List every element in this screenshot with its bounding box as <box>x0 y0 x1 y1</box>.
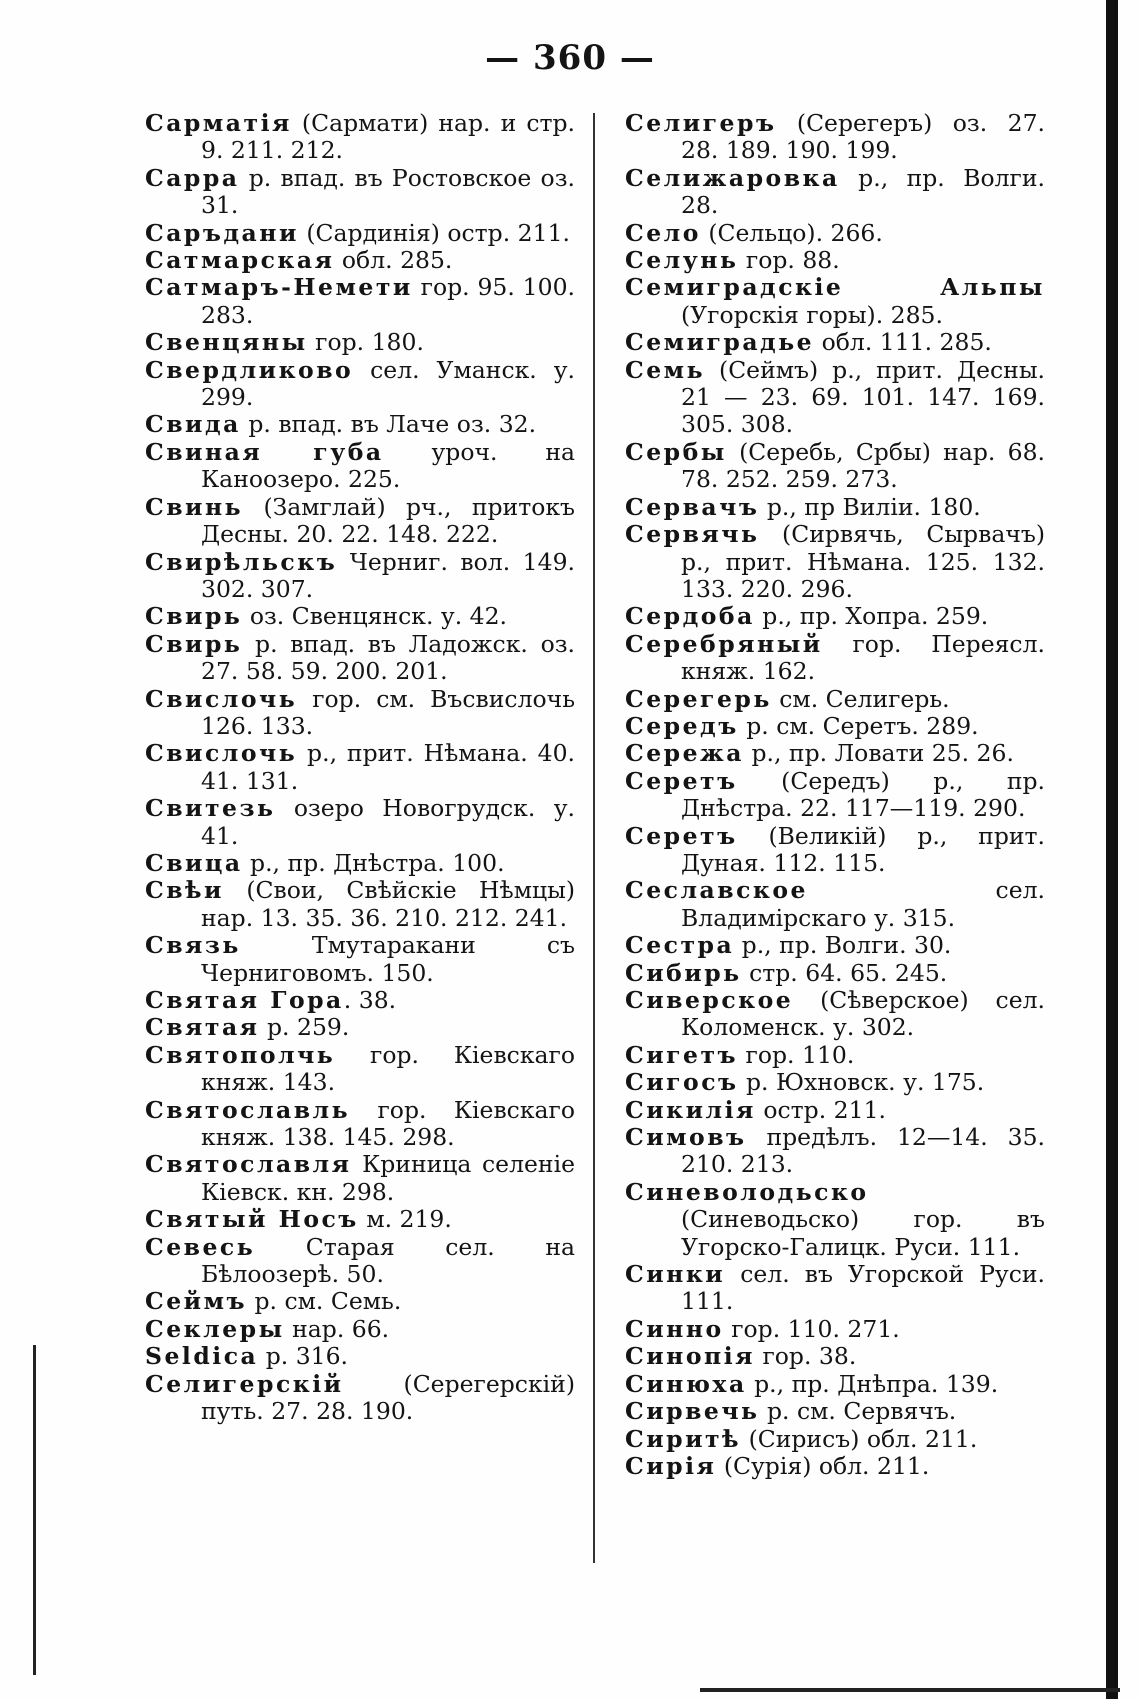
index-entry <box>145 1097 575 1152</box>
index-entry <box>145 603 575 630</box>
entry-headword: Свирь <box>145 629 243 658</box>
entry-headword: Семиградскіе Альпы <box>625 273 1045 302</box>
index-entry <box>625 247 1045 274</box>
index-entry <box>625 357 1045 439</box>
entry-headword: Свинь <box>145 492 244 521</box>
entry-references: стр. 64. 65. 245. <box>741 958 948 987</box>
entry-references: р., пр. Волги. 30. <box>734 931 952 960</box>
index-entry <box>625 1398 1045 1425</box>
entry-headword: Святая Гора <box>145 986 344 1014</box>
entry-headword: Сатмарская <box>145 246 335 275</box>
entry-headword: Серегерь <box>625 684 772 713</box>
index-entry <box>625 686 1045 713</box>
entry-headword: Сережа <box>625 739 744 768</box>
index-entry <box>145 110 575 165</box>
index-entry <box>625 220 1045 247</box>
entry-references: р. см. Серетъ. 289. <box>738 711 979 740</box>
entry-references: р., пр. Днѣпра. 139. <box>746 1369 999 1398</box>
entry-headword: Сатмаръ-Немети <box>145 273 413 302</box>
index-entry <box>625 987 1045 1042</box>
index-entry <box>625 165 1045 220</box>
entry-headword: Связь <box>145 931 241 960</box>
entry-references: (Серегерскій) путь. 27. 28. 190. <box>201 1369 575 1426</box>
entry-references: (Сармати) нар. и стр. 9. 211. 212. <box>201 109 575 165</box>
entry-headword: Секлеры <box>145 1314 285 1343</box>
index-entry <box>145 850 575 877</box>
entry-references: м. 219. <box>358 1205 452 1234</box>
index-entry <box>145 165 575 220</box>
entry-references: р., пр. Волги. 28. <box>681 163 1045 220</box>
index-entry <box>145 549 575 604</box>
entry-references: (Сурія) обл. 211. <box>716 1451 930 1480</box>
index-entry <box>145 686 575 741</box>
entry-headword: Святополчь <box>145 1040 336 1069</box>
entry-headword: Сарра <box>145 163 240 192</box>
entry-references: сел. Уманск. у. 299. <box>201 355 575 412</box>
entry-references: остр. 211. <box>755 1095 886 1124</box>
entry-headword: Святославля <box>145 1150 352 1179</box>
entry-references: р., пр. Ловати 25. 26. <box>744 739 1014 768</box>
entry-references: р. см. Семь. <box>247 1287 402 1316</box>
index-entry <box>625 110 1045 165</box>
entry-references: р. впад. въ Лаче оз. 32. <box>240 410 537 439</box>
entry-references: см. Селигерь. <box>771 684 950 713</box>
entry-references: озеро Новогрудск. у. 41. <box>201 794 575 850</box>
entry-references: Криница селеніе Кіевск. кн. 298. <box>201 1150 575 1206</box>
index-entry <box>625 329 1045 356</box>
entry-headword: Сердоба <box>625 602 755 631</box>
entry-headword: Сервачъ <box>625 492 760 521</box>
entry-references: гор. 110. <box>738 1040 855 1069</box>
entry-references: р. 316. <box>258 1342 349 1371</box>
entry-headword: Серетъ <box>625 821 738 850</box>
index-entry <box>145 329 575 356</box>
entry-references: (Сеймъ) р., прит. Десны. 21 — 23. 69. 101. 147. 169. 305. 308. <box>681 355 1045 439</box>
entry-references: (Великій) р., прит. Дуная. 112. 115. <box>681 821 1045 877</box>
entry-headword: Симовъ <box>625 1123 747 1152</box>
right-column <box>625 110 1045 1480</box>
index-entry <box>625 740 1045 767</box>
entry-references: гор. Переясл. княж. 162. <box>681 629 1045 686</box>
entry-references: . 38. <box>343 986 397 1014</box>
index-entry <box>145 1234 575 1289</box>
entry-headword: Саръдани <box>145 218 299 247</box>
entry-headword: Свица <box>145 848 243 877</box>
entry-headword: Село <box>625 218 701 247</box>
index-entry <box>625 1426 1045 1453</box>
index-entry <box>145 795 575 850</box>
entry-references: Тмутаракани съ Черниговомъ. 150. <box>201 931 575 987</box>
index-entry <box>145 877 575 932</box>
index-entry <box>625 932 1045 959</box>
entry-references: Старая сел. на Бѣлоозерѣ. 50. <box>201 1232 575 1289</box>
entry-headword: Святая <box>145 1013 260 1042</box>
index-entry <box>145 1014 575 1041</box>
entry-references: гор. см. Въсвислочь 126. 133. <box>201 684 575 740</box>
entry-references: (Сардинія) остр. 211. <box>298 218 570 247</box>
entry-references: (Угорскія горы). 285. <box>681 300 943 329</box>
entry-references: (Сирвячь, Сырвачъ) р., прит. Нѣмана. 125. 132. 133. 220. 296. <box>681 520 1045 603</box>
entry-references: (Сирисъ) обл. 211. <box>741 1424 978 1453</box>
entry-references: р., пр. Хопра. 259. <box>754 602 989 631</box>
entry-headword: Синюха <box>625 1369 747 1398</box>
entry-headword: Сигетъ <box>625 1040 739 1069</box>
entry-references: (Середъ) р., пр. Днѣстра. 22. 117—119. 290. <box>681 766 1045 823</box>
entry-headword: Сирія <box>625 1451 717 1480</box>
entry-references: (Серегеръ) оз. 27. 28. 189. 190. 199. <box>681 109 1045 165</box>
entry-headword: Свида <box>145 410 241 439</box>
entry-headword: Святый Носъ <box>145 1205 359 1234</box>
entry-headword: Селигерскій <box>145 1369 344 1398</box>
entry-headword: Сарматія <box>145 109 292 137</box>
entry-headword: Сербы <box>625 437 727 466</box>
index-entry <box>625 960 1045 987</box>
index-entry <box>625 1453 1045 1480</box>
entry-headword: Свирь <box>145 602 243 631</box>
entry-headword: Свѣи <box>145 876 224 905</box>
left-column <box>145 110 575 1426</box>
index-entry <box>145 439 575 494</box>
index-entry <box>625 1179 1045 1261</box>
entry-headword: Свитезь <box>145 794 276 823</box>
scan-edge-left <box>33 1345 36 1675</box>
entry-references: предѣлъ. 12—14. 35. 210. 213. <box>681 1123 1045 1179</box>
index-entry <box>625 1371 1045 1398</box>
entry-headword: Сеймъ <box>145 1287 248 1316</box>
index-entry <box>625 1069 1045 1096</box>
entry-references: р. впад. въ Ладожск. оз. 27. 58. 59. 200. 201. <box>201 629 575 686</box>
entry-references: гор. Кіевскаго княж. 138. 145. 298. <box>201 1095 575 1152</box>
entry-headword: Синопія <box>625 1342 755 1371</box>
entry-references: обл. 111. 285. <box>814 328 992 357</box>
scan-edge-bottom <box>700 1688 1120 1692</box>
entry-headword: Свенцяны <box>145 328 308 357</box>
entry-references: гор. 180. <box>307 328 424 357</box>
entry-headword: Серебряный <box>625 629 823 658</box>
entry-headword: Синеволодьско <box>625 1177 869 1206</box>
index-entry <box>625 274 1045 329</box>
entry-headword: Сиритѣ <box>625 1424 742 1453</box>
entry-references: обл. 285. <box>334 246 453 275</box>
index-entry <box>625 1097 1045 1124</box>
entry-headword: Семиградье <box>625 328 815 357</box>
entry-references: р. 259. <box>259 1013 350 1042</box>
entry-references: р. впад. въ Ростовское оз. 31. <box>201 163 575 220</box>
entry-headword: Сиверское <box>625 986 794 1014</box>
index-entry <box>145 987 575 1014</box>
index-entry <box>625 494 1045 521</box>
entry-headword: Сеславское <box>625 876 808 905</box>
entry-references: оз. Свенцянск. у. 42. <box>242 602 508 631</box>
index-entry <box>625 1042 1045 1069</box>
entry-references: (Замглай) рч., притокъ Десны. 20. 22. 148. 222. <box>201 492 575 549</box>
index-entry <box>145 247 575 274</box>
entry-references: р., прит. Нѣмана. 40. 41. 131. <box>201 739 575 795</box>
index-entry <box>625 521 1045 603</box>
entry-headword: Синки <box>625 1260 726 1289</box>
index-entry <box>145 631 575 686</box>
entry-references: гор. 38. <box>755 1342 857 1371</box>
entry-headword: Сигосъ <box>625 1068 739 1097</box>
entry-references: сел. Владимірскаго у. 315. <box>681 876 1045 932</box>
entry-references: нар. 66. <box>284 1314 390 1343</box>
entry-headword: Сибирь <box>625 958 742 987</box>
index-entry <box>625 1316 1045 1343</box>
entry-references: сел. въ Угорской Руси. 111. <box>681 1260 1045 1316</box>
page-number: — 360 — <box>485 38 655 78</box>
entry-headword: Серетъ <box>625 766 738 795</box>
index-entry <box>625 1261 1045 1316</box>
entry-references: гор. 88. <box>738 246 840 275</box>
index-entry <box>625 603 1045 630</box>
index-entry <box>625 768 1045 823</box>
entry-headword: Середъ <box>625 711 739 740</box>
index-entry <box>625 1343 1045 1370</box>
entry-headword: Сервячь <box>625 520 760 549</box>
entry-references: р. см. Сервячъ. <box>759 1397 957 1426</box>
index-entry <box>145 357 575 412</box>
entry-references: (Серебь, Србы) нар. 68. 78. 252. 259. 273. <box>681 437 1045 494</box>
entry-references: (Сельцо). 266. <box>700 218 883 247</box>
column-divider <box>593 113 595 1563</box>
index-entry <box>625 439 1045 494</box>
entry-headword: Свирѣльскъ <box>145 547 338 576</box>
entry-references: уроч. на Каноозеро. 225. <box>201 437 575 494</box>
entry-headword: Seldica <box>145 1342 259 1371</box>
entry-references: (Свои, Свѣйскіе Нѣмцы) нар. 13. 35. 36. 210. 212. 241. <box>201 876 575 932</box>
entry-headword: Семь <box>625 355 706 384</box>
index-entry <box>625 823 1045 878</box>
entry-references: Черниг. вол. 149. 302. 307. <box>201 547 575 603</box>
index-entry <box>145 1288 575 1315</box>
entry-references: гор. 95. 100. 283. <box>201 273 575 329</box>
entry-headword: Сестра <box>625 931 735 960</box>
index-entry <box>145 494 575 549</box>
entry-references: р., пр. Днѣстра. 100. <box>242 848 505 877</box>
entry-headword: Синно <box>625 1314 724 1343</box>
entry-headword: Свислочь <box>145 684 298 713</box>
entry-headword: Свиная губа <box>145 437 384 466</box>
index-entry <box>145 1042 575 1097</box>
entry-references: (Сѣверское) сел. Коломенск. у. 302. <box>681 986 1045 1042</box>
entry-references: р., пр Виліи. 180. <box>759 492 981 521</box>
index-entry <box>145 932 575 987</box>
scan-edge-right <box>1106 0 1118 1699</box>
entry-headword: Сирвечь <box>625 1397 760 1426</box>
index-entry <box>145 411 575 438</box>
index-entry <box>625 877 1045 932</box>
entry-references: р. Юхновск. у. 175. <box>738 1068 985 1097</box>
entry-headword: Селунь <box>625 246 739 275</box>
entry-references: гор. 110. 271. <box>723 1314 900 1343</box>
entry-headword: Селигеръ <box>625 109 777 137</box>
entry-headword: Селижаровка <box>625 163 840 192</box>
entry-headword: Святославль <box>145 1095 351 1124</box>
entry-headword: Севесь <box>145 1232 256 1261</box>
entry-headword: Свердликово <box>145 355 354 384</box>
index-entry <box>145 1343 575 1370</box>
index-entry <box>145 1206 575 1233</box>
index-entry <box>625 1124 1045 1179</box>
index-entry <box>145 1151 575 1206</box>
index-entry <box>145 1371 575 1426</box>
index-entry <box>145 1316 575 1343</box>
entry-references: гор. Кіевскаго княж. 143. <box>201 1040 575 1097</box>
index-entry <box>625 713 1045 740</box>
entry-headword: Сикилія <box>625 1095 756 1124</box>
entry-references: (Синеводьско) гор. въ Угорско-Галицк. Руси. 111. <box>681 1205 1045 1261</box>
index-entry <box>145 220 575 247</box>
index-entry <box>625 631 1045 686</box>
entry-headword: Свислочь <box>145 739 298 768</box>
index-entry <box>145 740 575 795</box>
index-entry <box>145 274 575 329</box>
